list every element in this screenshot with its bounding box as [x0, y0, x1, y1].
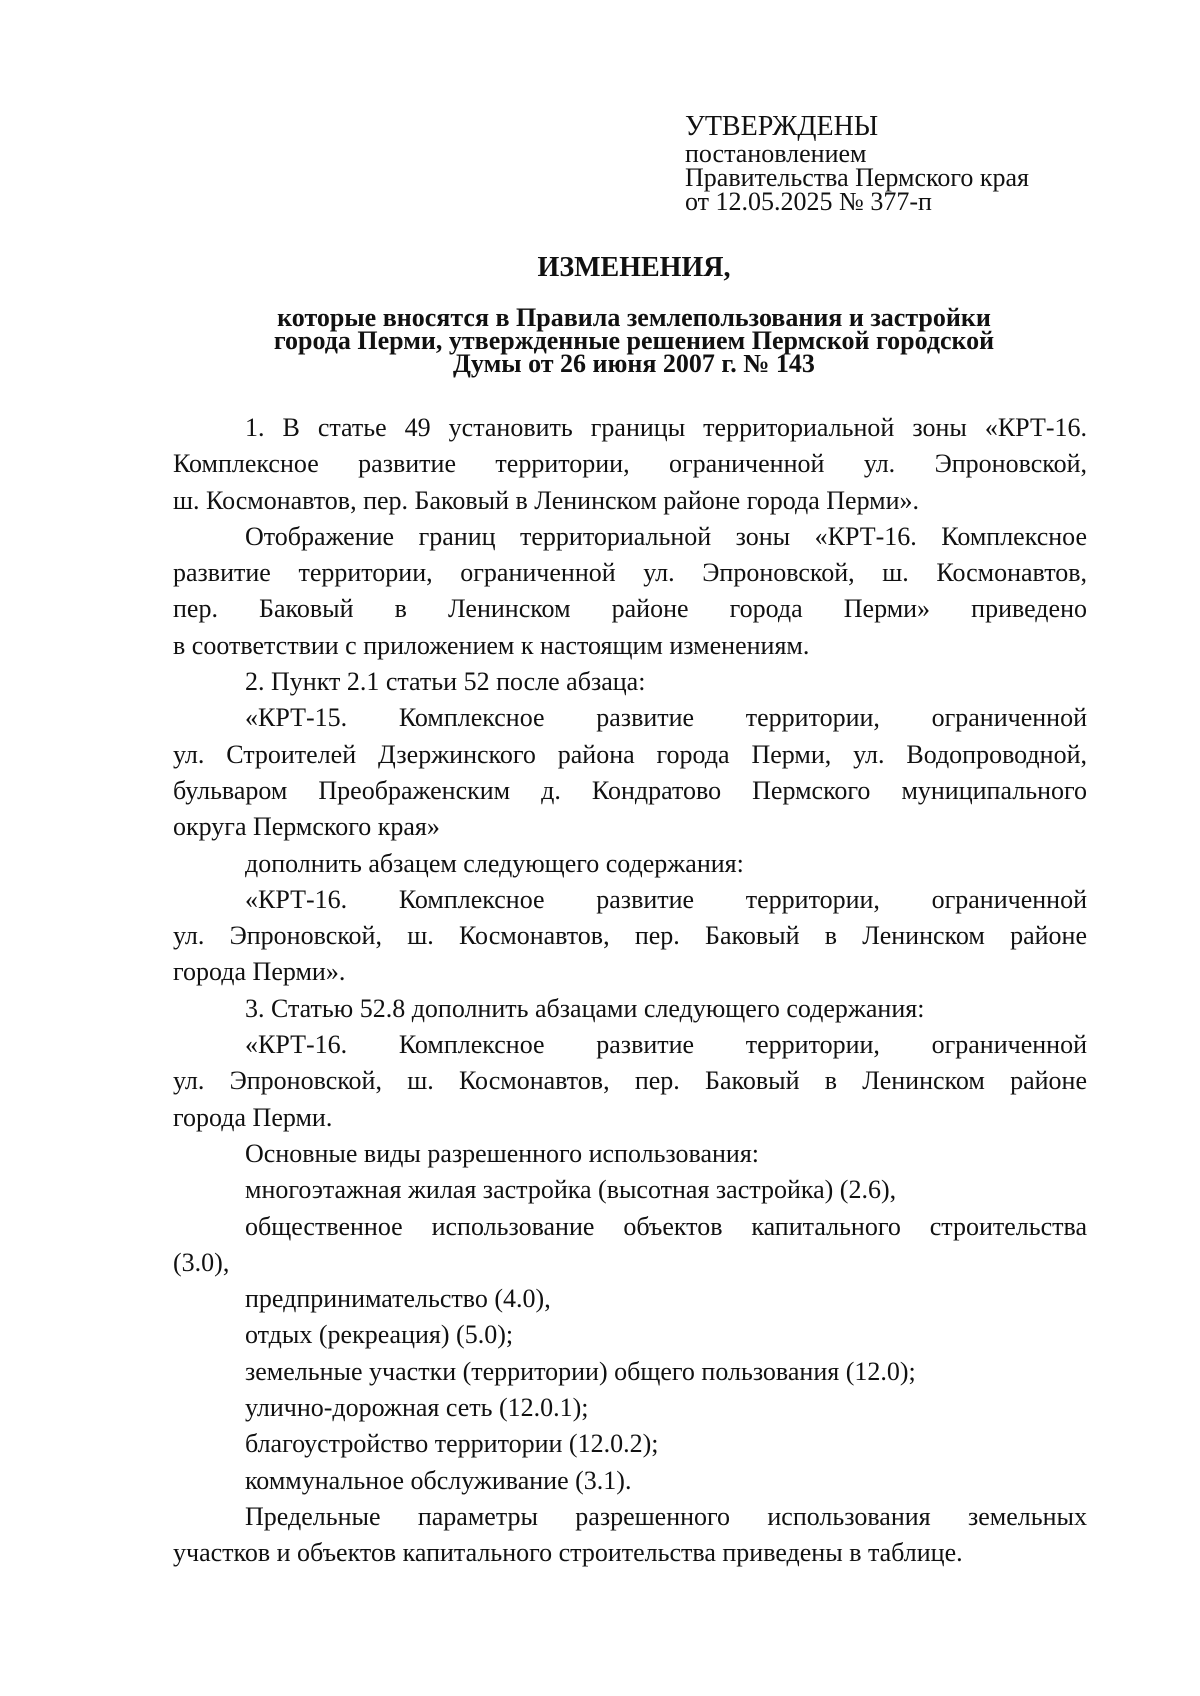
text-line: ул. Эпроновской, ш. Космонавтов, пер. Баковый в Ленинском районе: [173, 1066, 1087, 1096]
text-line: улично-дорожная сеть (12.0.1);: [245, 1393, 589, 1423]
text-line: города Перми.: [173, 1102, 333, 1132]
text-line: 3. Статью 52.8 дополнить абзацами следующего содержания:: [245, 993, 925, 1023]
text-line: дополнить абзацем следующего содержания:: [245, 848, 744, 878]
text-line: ш. Космонавтов, пер. Баковый в Ленинском районе города Перми».: [173, 485, 920, 515]
text-line: благоустройство территории (12.0.2);: [245, 1429, 659, 1459]
text-line: участков и объектов капитального строительства приведены в таблице.: [173, 1538, 963, 1568]
approval-title: УТВЕРЖДЕНЫ: [685, 111, 879, 142]
text-line: 1. В статье 49 установить границы территориальной зоны «КРТ-16.: [245, 413, 1087, 442]
text-line: земельные участки (территории) общего пользования (12.0);: [245, 1356, 916, 1386]
text-line: Комплексное развитие территории, ограниченной ул. Эпроновской,: [173, 449, 1087, 479]
text-line: Отображение границ территориальной зоны «КРТ-16. Комплексное: [245, 521, 1087, 551]
approval-line: постановлением: [685, 139, 867, 168]
text-line: общественное использование объектов капитального строительства: [245, 1211, 1087, 1241]
approval-line: Правительства Пермского края: [685, 163, 1029, 192]
text-line: «КРТ-16. Комплексное развитие территории, ограниченной: [245, 884, 1087, 914]
subtitle-line: города Перми, утвержденные решением Пермской городской: [273, 326, 995, 355]
text-line: пер. Баковый в Ленинском районе города Перми» приведено: [173, 594, 1087, 624]
document-heading: [176, 252, 1092, 378]
text-line: коммунальное обслуживание (3.1).: [245, 1465, 632, 1495]
text-line: бульваром Преображенским д. Кондратово Пермского муниципального: [173, 775, 1087, 805]
text-line: ул. Строителей Дзержинского района города Перми, ул. Водопроводной,: [173, 739, 1087, 769]
text-line: развитие территории, ограниченной ул. Эпроновской, ш. Космонавтов,: [173, 558, 1087, 588]
approval-stamp: [685, 112, 1105, 214]
text-line: города Перми».: [173, 957, 346, 987]
document-title: ИЗМЕНЕНИЯ,: [537, 252, 731, 283]
text-line: Предельные параметры разрешенного использования земельных: [245, 1501, 1087, 1531]
approval-line: от 12.05.2025 № 377-п: [685, 187, 932, 216]
text-line: «КРТ-15. Комплексное развитие территории, ограниченной: [245, 703, 1087, 733]
text-line: (3.0),: [173, 1247, 230, 1277]
subtitle-line: которые вносятся в Правила землепользования и застройки: [277, 303, 991, 332]
text-line: отдых (рекреация) (5.0);: [245, 1320, 514, 1350]
subtitle-line: Думы от 26 июня 2007 г. № 143: [453, 349, 815, 378]
text-line: предпринимательство (4.0),: [245, 1284, 551, 1314]
text-line: ул. Эпроновской, ш. Космонавтов, пер. Баковый в Ленинском районе: [173, 921, 1087, 951]
text-line: Основные виды разрешенного использования:: [245, 1138, 760, 1168]
text-line: многоэтажная жилая застройка (высотная застройка) (2.6),: [245, 1175, 897, 1205]
text-line: 2. Пункт 2.1 статьи 52 после абзаца:: [245, 667, 646, 697]
text-line: округа Пермского края»: [173, 812, 440, 842]
document-subtitle: [176, 303, 1092, 378]
text-line: «КРТ-16. Комплексное развитие территории, ограниченной: [245, 1030, 1087, 1060]
text-line: в соответствии с приложением к настоящим изменениям.: [173, 630, 810, 660]
document-body: [173, 410, 1087, 1572]
